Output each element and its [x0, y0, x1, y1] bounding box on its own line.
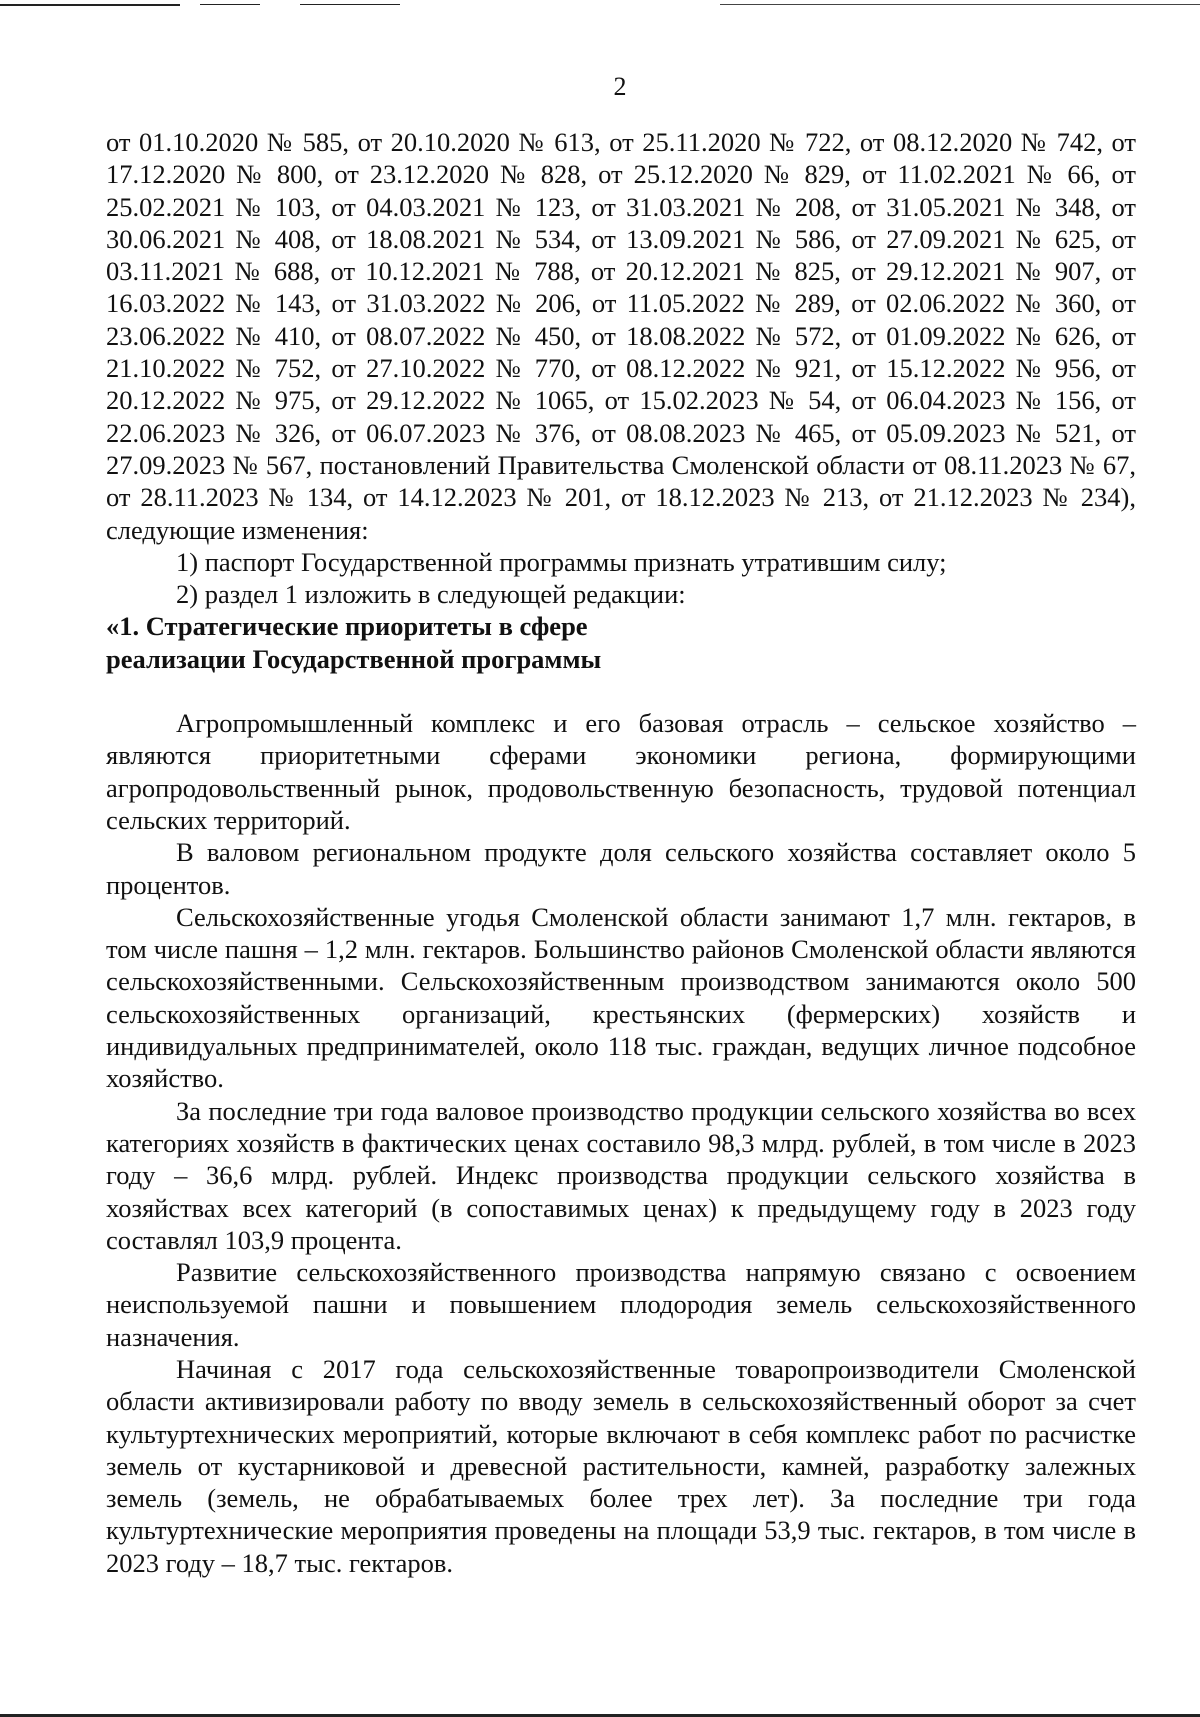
- body-paragraph: Развитие сельскохозяйственного производства напрямую связано с освоением неиспользуемой пашни и повышением плодородия земель сельскохозяйственного назначения.: [106, 1257, 1136, 1352]
- scan-artifact-top: [200, 4, 260, 5]
- list-item: 2) раздел 1 изложить в следующей редакции:: [176, 579, 686, 610]
- references-paragraph: от 01.10.2020 № 585, от 20.10.2020 № 613, от 25.11.2020 № 722, от 08.12.2020 № 742, от 17.12.2020 № 800, от 23.12.2020 № 828, от 25.12.2020 № 829, от 11.02.2021 № 66, от 25.02.2021 № 103, от 04.03.2021 № 123, от 31.03.2021 № 208, от 31.05.2021 № 348, от 30.06.2021 № 408, от 18.08.2021 № 534, от 13.09.2021 № 586, от 27.09.2021 № 625, от 03.11.2021 № 688, от 10.12.2021 № 788, от 20.12.2021 № 825, от 29.12.2021 № 907, от 16.03.2022 № 143, от 31.03.2022 № 206, от 11.05.2022 № 289, от 02.06.2022 № 360, от 23.06.2022 № 410, от 08.07.2022 № 450, от 18.08.2022 № 572, от 01.09.2022 № 626, от 21.10.2022 № 752, от 27.10.2022 № 770, от 08.12.2022 № 921, от 15.12.2022 № 956, от 20.12.2022 № 975, от 29.12.2022 № 1065, от 15.02.2023 № 54, от 06.04.2023 № 156, от 22.06.2023 № 326, от 06.07.2023 № 376, от 08.08.2023 № 465, от 05.09.2023 № 521, от 27.09.2023 № 567, постановлений Правительства Смоленской области от 08.11.2023 № 67, от 28.11.2023 № 134, от 14.12.2023 № 201, от 18.12.2023 № 213, от 21.12.2023 № 234), следующие изменения:: [106, 127, 1136, 545]
- body-paragraph: Агропромышленный комплекс и его базовая отрасль – сельское хозяйство – являются приоритетными сферами экономики региона, формирующими агропродовольственный рынок, продовольственную безопасность, трудовой потенциал сельских территорий.: [106, 708, 1136, 835]
- scan-artifact-top: [300, 4, 400, 5]
- scan-artifact-top: [0, 4, 180, 6]
- body-paragraph: В валовом региональном продукте доля сельского хозяйства составляет около 5 процентов.: [106, 837, 1136, 900]
- document-body: [106, 126, 1136, 1579]
- body-paragraph: Начиная с 2017 года сельскохозяйственные товаропроизводители Смоленской области активизировали работу по вводу земель в сельскохозяйственный оборот за счет культуртехнических мероприятий, которые включают в себя комплекс работ по расчистке земель от кустарниковой и древесной растительности, камней, разработку залежных земель (земель, не обрабатываемых более трех лет). За последние три года культуртехнические мероприятия проведены на площади 53,9 тыс. гектаров, в том числе в 2023 году – 18,7 тыс. гектаров.: [106, 1353, 1136, 1578]
- body-paragraph: За последние три года валовое производство продукции сельского хозяйства во всех категориях хозяйств в фактических ценах составило 98,3 млрд. рублей, в том числе в 2023 году – 36,6 млрд. рублей. Индекс производства продукции сельского хозяйства в хозяйствах всех категорий (в сопоставимых ценах) к предыдущему году в 2023 году составлял 103,9 процента.: [106, 1095, 1136, 1255]
- scan-artifact-top: [720, 4, 1200, 5]
- section-heading: [106, 610, 1136, 675]
- page-number: 2: [613, 72, 627, 101]
- section-heading-line: реализации Государственной программы: [106, 643, 602, 674]
- body-paragraph: Сельскохозяйственные угодья Смоленской области занимают 1,7 млн. гектаров, в том числе пашня – 1,2 млн. гектаров. Большинство районов Смоленской области являются сельскохозяйственными. Сельскохозяйственным производством занимаются около 500 сельскохозяйственных организаций, крестьянских (фермерских) хозяйств и индивидуальных предпринимателей, около 118 тыс. граждан, ведущих личное подсобное хозяйство.: [106, 901, 1136, 1094]
- section-heading-line: «1. Стратегические приоритеты в сфере: [106, 611, 588, 642]
- list-item: 1) паспорт Государственной программы признать утратившим силу;: [176, 546, 947, 577]
